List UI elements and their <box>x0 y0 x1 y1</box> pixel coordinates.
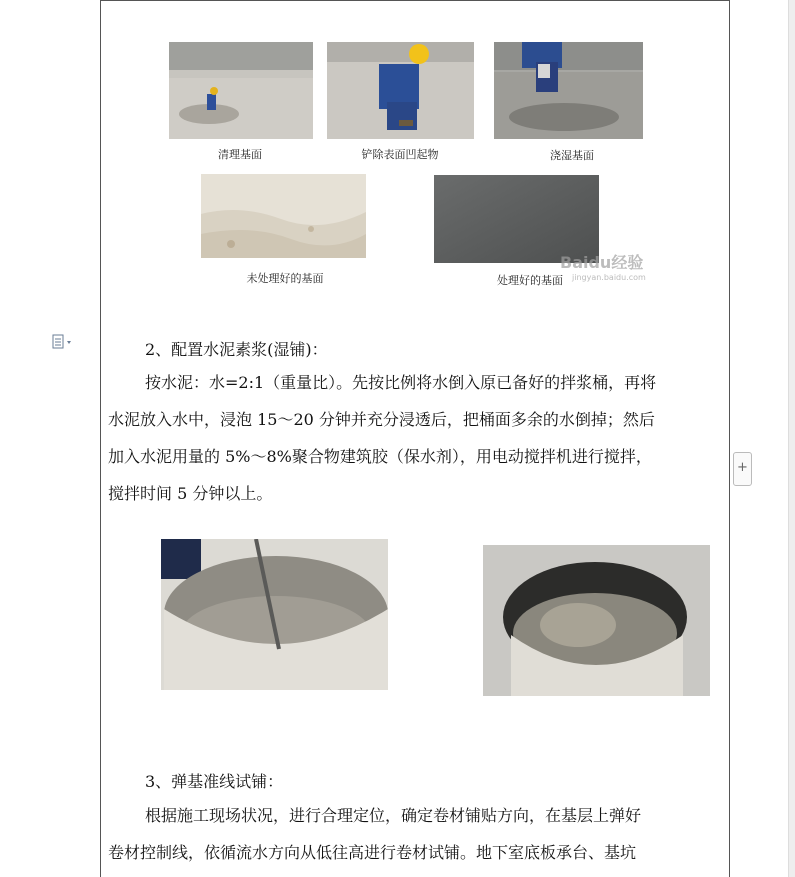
photo-remove-bumps <box>327 42 474 139</box>
photo-mixing-bucket-2 <box>483 545 710 696</box>
caption-remove-bumps: 铲除表面凹起物 <box>361 148 439 161</box>
caption-unprocessed-base: 未处理好的基面 <box>246 272 324 285</box>
photo-unprocessed-base <box>201 174 366 258</box>
section-2-line-4: 搅拌时间 5 分钟以上。 <box>108 484 273 503</box>
caption-processed-base: 处理好的基面 <box>497 274 563 287</box>
section-3-heading: 3、弹基准线试铺： <box>145 772 284 791</box>
photo-mixing-bucket-1 <box>161 539 388 690</box>
photo-clean-base <box>169 42 313 139</box>
section-2-line-2: 水泥放入水中，浸泡 15～20 分钟并充分浸透后，把桶面多余的水倒掉；然后 <box>108 410 655 429</box>
baidu-watermark: Baidu经验 jingyan.baidu.com <box>560 253 646 282</box>
add-button[interactable]: + <box>733 452 752 486</box>
section-2-line-3: 加入水泥用量的 5%～8%聚合物建筑胶（保水剂），用电动搅拌机进行搅拌， <box>108 447 652 466</box>
section-2-line-1: 按水泥：水=2:1（重量比）。先按比例将水倒入原已备好的拌浆桶，再将 <box>145 373 657 392</box>
caption-clean-base: 清理基面 <box>218 148 262 161</box>
section-3-line-1: 根据施工现场状况，进行合理定位，确定卷材铺贴方向，在基层上弹好 <box>145 806 642 825</box>
section-3-line-2: 卷材控制线，依循流水方向从低往高进行卷材试铺。地下室底板承台、基坑 <box>108 843 637 862</box>
section-2-heading: 2、配置水泥素浆(湿铺)： <box>145 340 328 359</box>
document-icon[interactable] <box>52 334 74 350</box>
caption-wet-base: 浇湿基面 <box>550 149 594 162</box>
photo-wet-base <box>494 42 643 139</box>
scrollbar[interactable] <box>788 0 795 877</box>
